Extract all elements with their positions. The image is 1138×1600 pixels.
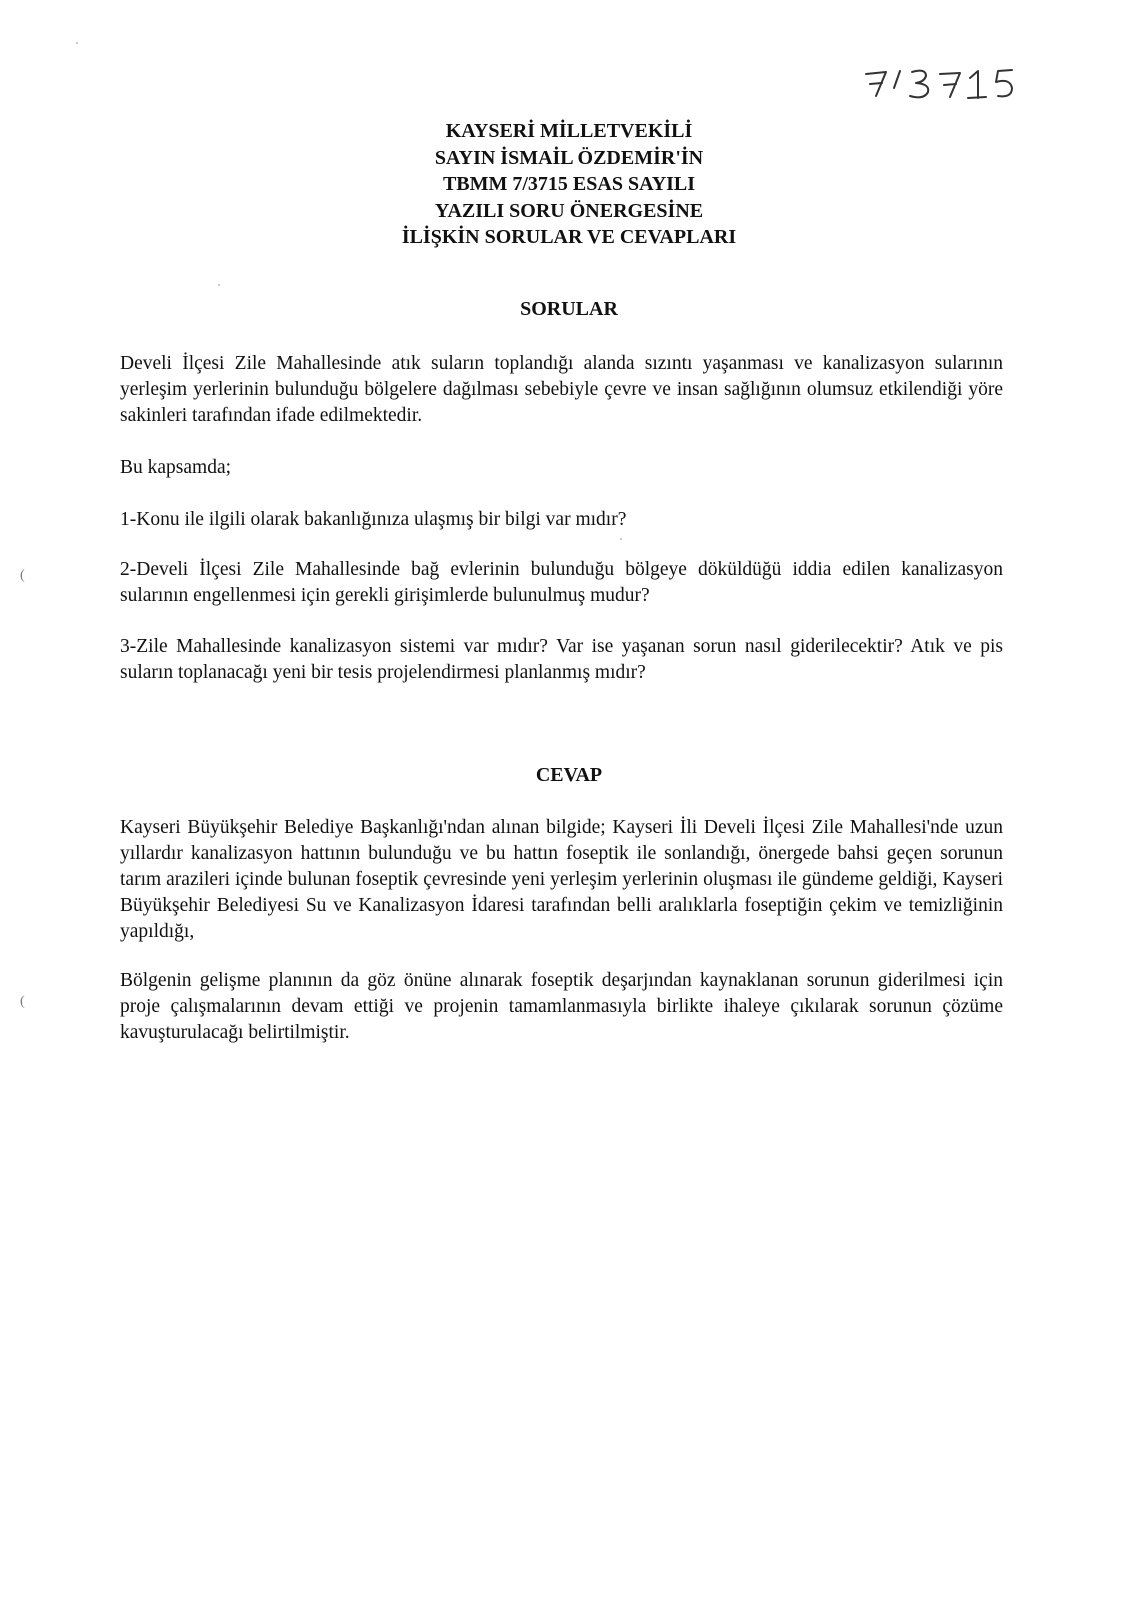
handwritten-document-number bbox=[860, 62, 1040, 104]
margin-mark: ( bbox=[20, 994, 25, 1009]
scan-speck bbox=[218, 284, 220, 286]
question-item: 2-Develi İlçesi Zile Mahallesinde bağ evlerinin bulunduğu bölgeye döküldüğü iddia edilen kanalizasyon sularının engellenmesi için gerekli girişimlerde bulunulmuş mudur? bbox=[120, 559, 1003, 606]
header-line: YAZILI SORU ÖNERGESİNE bbox=[434, 199, 704, 222]
header-line: TBMM 7/3715 ESAS SAYILI bbox=[442, 173, 696, 195]
scan-speck bbox=[76, 42, 78, 44]
margin-mark: ( bbox=[20, 568, 25, 583]
header-line: İLİŞKİN SORULAR VE CEVAPLARI bbox=[401, 226, 737, 248]
questions-title: SORULAR bbox=[520, 298, 618, 320]
scan-speck bbox=[620, 538, 622, 540]
header-line: KAYSERİ MİLLETVEKİLİ bbox=[445, 120, 693, 142]
questions-intro: Develi İlçesi Zile Mahallesinde atık suların toplandığı alanda sızıntı yaşanması ve kanalizasyon sularının yerleşim yerlerinin bulunduğu bölgelere dağılması sebebiyle çevre ve insan sağlığının olumsuz etkilendiği yöre sakinleri tarafından ifade edilmektedir. bbox=[120, 353, 1003, 426]
question-item: 1-Konu ile ilgili olarak bakanlığınıza ulaşmış bir bilgi var mıdır? bbox=[120, 509, 627, 530]
answer-paragraph: Kayseri Büyükşehir Belediye Başkanlığı'ndan alınan bilgide; Kayseri İli Develi İlçesi Zile Mahallesi'nde uzun yıllardır kanalizasyon hattının bulunduğu ve bu hattın foseptik ile sonlandığı, önergede bahsi geçen sorunun tarım arazileri içinde bulunan foseptik çevresinde yeni yerleşim yerlerinin oluşması ile gündeme geldiği, Kayseri Büyükşehir Belediyesi Su ve Kanalizasyon İdaresi tarafından belli aralıklarla foseptiğin çekim ve temizliğinin yapıldığı, bbox=[120, 817, 1003, 942]
questions-scope: Bu kapsamda; bbox=[120, 457, 232, 478]
handwritten-number-drawing bbox=[860, 62, 1040, 104]
header-line: SAYIN İSMAİL ÖZDEMİR'İN bbox=[434, 146, 704, 169]
document-header bbox=[0, 118, 1138, 251]
answer-paragraph: Bölgenin gelişme planının da göz önüne alınarak foseptik deşarjından kaynaklanan sorunun giderilmesi için proje çalışmalarının devam ettiği ve projenin tamamlanmasıyla birlikte ihaleye çıkılarak sorunun çözüme kavuşturulacağı belirtilmiştir. bbox=[120, 970, 1003, 1043]
question-item: 3-Zile Mahallesinde kanalizasyon sistemi var mıdır? Var ise yaşanan sorun nasıl giderilecektir? Atık ve pis suların toplanacağı yeni bir tesis projelendirmesi planlanmış mıdır? bbox=[120, 636, 1003, 683]
answer-title: CEVAP bbox=[535, 764, 603, 786]
